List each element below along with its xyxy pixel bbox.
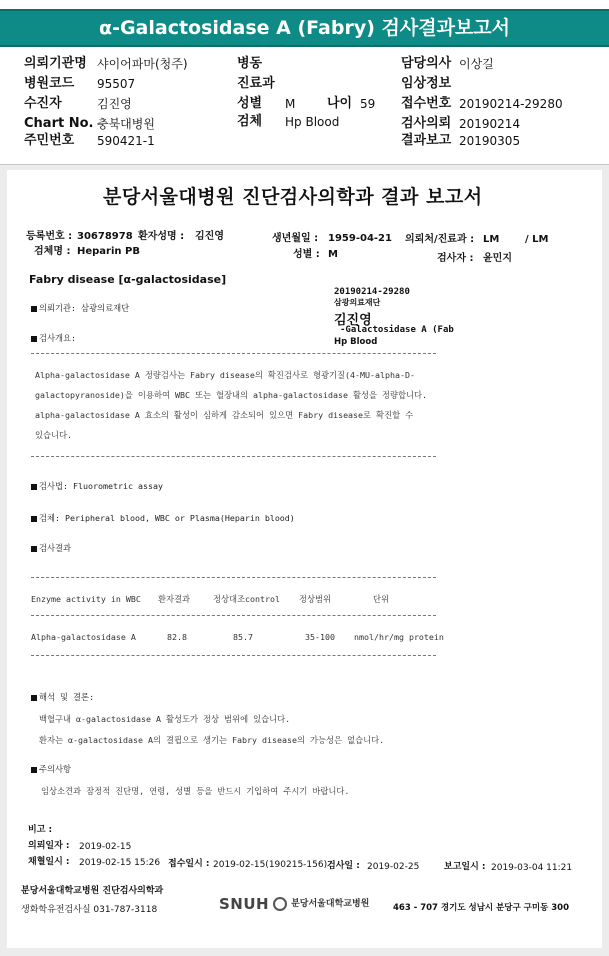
method-line <box>31 479 163 493</box>
notes-heading <box>31 762 71 776</box>
notes-line: 임상소견과 잠정적 진단명, 연령, 성별 등을 반드시 기입하여 주시기 바랍니다. <box>41 786 350 796</box>
test-title: Fabry disease [α-galactosidase] <box>29 273 227 286</box>
divider <box>31 615 436 616</box>
overview-line-1: Alpha-galactosidase A 정량검사는 Fabry disease의 확진검사로 형광기질(4-MU-alpha-D- <box>35 370 415 380</box>
method-text: 검사법: Fluorometric assay <box>39 481 163 491</box>
reg-value: 30678978 <box>77 231 133 242</box>
age-value: 59 <box>360 97 376 111</box>
patient-label: 수진자 <box>24 96 62 111</box>
table-header-enzyme: Enzyme activity in WBC <box>31 594 141 604</box>
report-label: 결과보고 <box>401 133 452 148</box>
divider <box>31 577 436 578</box>
req-value: 20190214 <box>459 117 521 131</box>
dob-label: 생년월일 : <box>272 233 319 244</box>
footer-dept-name: 분당서울대학교병원 진단검사의학과 <box>21 886 164 896</box>
bullet-square-icon <box>31 306 37 312</box>
table-cell-range: 35-100 <box>305 632 335 642</box>
dept-value: LM <box>483 234 500 245</box>
table-header-patient: 환자결과 <box>158 594 191 604</box>
receipt-label: 접수일시 : <box>168 859 210 869</box>
accession-label: 접수번호 <box>401 96 452 111</box>
footer-phone: 생화학유전검사실 031-787-3118 <box>21 905 158 915</box>
sticker-specimen: Hp Blood <box>334 337 378 347</box>
specimen-label: 검체 <box>237 114 263 129</box>
summary-panel <box>0 0 609 165</box>
specimen-label: 검체명 : <box>34 246 71 257</box>
req-org-line <box>31 301 129 315</box>
table-header-range: 정상범위 <box>299 594 332 604</box>
bullet-square-icon <box>31 336 37 342</box>
overview-heading <box>31 331 76 345</box>
footer-address: 463 - 707 경기도 성남시 분당구 구미동 300 <box>393 903 570 913</box>
dept-label: 진료과 <box>237 76 275 91</box>
rrn-value: 590421-1 <box>97 134 155 148</box>
req-label: 검사의뢰 <box>401 116 452 131</box>
logo-korean-name: 분당서울대학교병원 <box>291 899 370 909</box>
name-label: 환자성명 : <box>138 231 185 242</box>
divider <box>31 456 436 457</box>
sex-value: M <box>285 97 296 111</box>
remark-label: 비고 : <box>28 825 53 835</box>
logo-snuh-text: SNUH <box>219 895 270 913</box>
req-org-text: 의뢰기관: 삼광의료재단 <box>39 303 130 313</box>
tester-label: 검사자 : <box>437 253 474 264</box>
reg-label: 등록번호 : <box>26 231 73 242</box>
bullet-square-icon <box>31 767 37 773</box>
summary-title: α-Galactosidase A (Fabry) 검사결과보고서 <box>0 9 609 47</box>
org-label: 의뢰기관명 <box>24 56 87 71</box>
org-value: 샤이어파마(청주) <box>97 57 188 71</box>
bullet-square-icon <box>31 695 37 701</box>
table-header-unit: 단위 <box>373 594 390 604</box>
overview-line-4: 있습니다. <box>35 430 73 440</box>
results-heading <box>31 541 71 555</box>
divider <box>31 655 436 656</box>
accession-value: 20190214-29280 <box>459 97 563 111</box>
tester-value: 윤민지 <box>483 253 512 264</box>
specimen-text: 검체: Peripheral blood, WBC or Plasma(Heparin blood) <box>39 513 295 523</box>
receipt-value: 2019-02-15(190215-156) <box>213 860 328 870</box>
notes-label: 주의사항 <box>39 764 72 774</box>
table-cell-control: 85.7 <box>233 632 253 642</box>
interp-line-2: 환자는 α-galactosidase A의 결핍으로 생기는 Fabry disease의 가능성은 없습니다. <box>39 735 385 745</box>
clinical-label: 임상정보 <box>401 76 452 91</box>
report-title: 분당서울대병원 진단검사의학과 결과 보고서 <box>103 186 483 208</box>
table-cell-patient: 82.8 <box>167 632 187 642</box>
collect-value: 2019-02-15 15:26 <box>79 858 161 868</box>
snuh-logo <box>219 894 369 914</box>
sex-label: 성별 <box>237 96 263 111</box>
patient-value: 김진영 <box>97 97 132 111</box>
bullet-square-icon <box>31 484 37 490</box>
reqdate-label: 의뢰일자 : <box>28 841 70 851</box>
report-date-label: 보고일시 : <box>444 862 486 872</box>
specimen-value: Hp Blood <box>285 115 340 129</box>
overview-label: 검사개요: <box>39 333 77 343</box>
specimen-line <box>31 511 295 525</box>
sticker-patient: 김진영 <box>334 313 372 328</box>
overview-line-3: alpha-galactosidase A 효소의 활성이 심하게 감소되어 있으면 Fabry disease로 확진할 수 <box>35 410 414 420</box>
overview-line-2: galactopyranoside)을 이용하여 WBC 또는 혈장내의 alpha-galactosidase 활성을 정량합니다. <box>35 390 428 400</box>
age-label: 나이 <box>327 96 353 111</box>
report-value: 20190305 <box>459 134 521 148</box>
doctor-label: 담당의사 <box>401 56 452 71</box>
test-label: 검사일 : <box>327 861 360 871</box>
dob-value: 1959-04-21 <box>328 233 392 244</box>
divider <box>31 353 436 354</box>
report-date-value: 2019-03-04 11:21 <box>491 863 573 873</box>
sticker-test: -Galactosidase A (Fab <box>340 325 454 335</box>
dept-value-2: / LM <box>525 234 549 245</box>
bullet-square-icon <box>31 516 37 522</box>
logo-mark-icon <box>273 897 287 911</box>
doctor-value: 이상길 <box>459 57 494 71</box>
code-label: 병원코드 <box>24 76 75 91</box>
chart-value: 충북대병원 <box>97 117 155 131</box>
ward-label: 병동 <box>237 56 263 71</box>
specimen-sticker <box>334 287 462 349</box>
results-label: 검사결과 <box>39 543 72 553</box>
interp-line-1: 백혈구내 α-galactosidase A 활성도가 정상 범위에 있습니다. <box>39 714 291 724</box>
test-value: 2019-02-25 <box>367 862 420 872</box>
specimen-value: Heparin PB <box>77 246 140 257</box>
bullet-square-icon <box>31 546 37 552</box>
reqdate-value: 2019-02-15 <box>79 842 132 852</box>
table-cell-unit: nmol/hr/mg protein <box>354 632 444 642</box>
report-document <box>7 170 602 948</box>
collect-label: 채혈일시 : <box>28 857 70 867</box>
name-value: 김진영 <box>195 231 224 242</box>
rrn-label: 주민번호 <box>24 133 75 148</box>
interp-heading <box>31 690 94 704</box>
sticker-accession: 20190214-29280 <box>334 287 410 297</box>
sticker-lab: 삼광의료재단 <box>334 298 381 307</box>
table-header-control: 정상대조control <box>213 594 281 604</box>
sex-label: 성별 : <box>293 249 320 260</box>
dept-label: 의뢰처/진료과 : <box>405 234 475 245</box>
table-cell-enzyme: Alpha-galactosidase A <box>31 632 136 642</box>
sex-value: M <box>328 249 338 260</box>
interp-label: 해석 및 결론: <box>39 692 95 702</box>
code-value: 95507 <box>97 77 136 91</box>
chart-label: Chart No. <box>24 116 94 131</box>
